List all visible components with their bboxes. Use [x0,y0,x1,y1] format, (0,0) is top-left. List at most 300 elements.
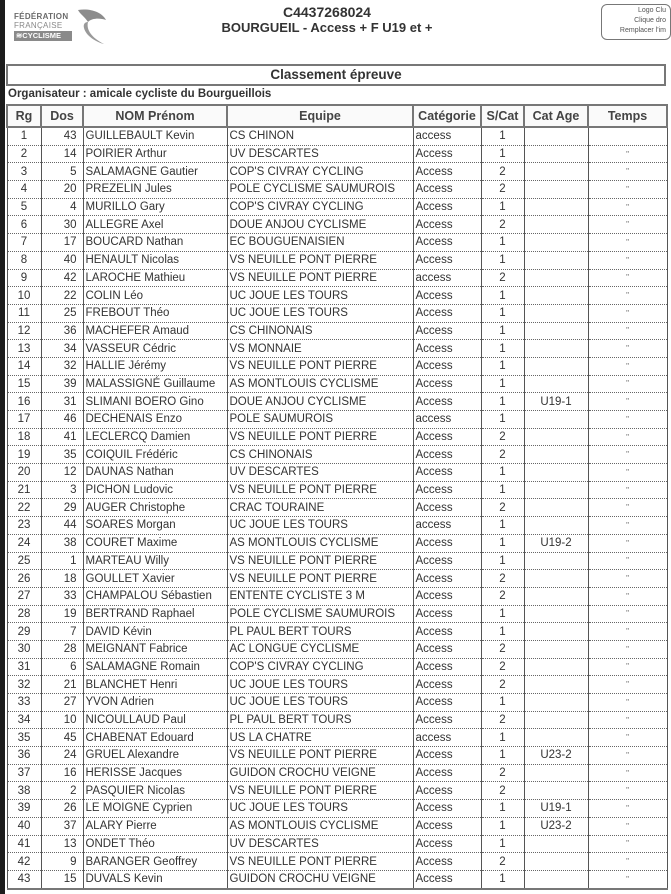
team-cell: UC JOUE LES TOURS [227,304,413,322]
time-cell: " [588,287,667,305]
category-cell: Access [413,322,481,340]
category-cell: Access [413,393,481,411]
name-cell: SOARES Morgan [83,517,227,535]
bib-cell: 24 [41,747,83,765]
table-row [7,640,667,658]
age-category-cell [524,163,588,181]
rank-cell: 31 [7,658,41,676]
age-category-cell [524,782,588,800]
category-cell: access [413,269,481,287]
bib-cell: 33 [41,587,83,605]
category-cell: Access [413,835,481,853]
subcategory-cell: 2 [481,587,524,605]
time-cell: " [588,640,667,658]
name-cell: HALLIE Jérémy [83,357,227,375]
time-cell: " [588,198,667,216]
category-cell: Access [413,711,481,729]
category-cell: Access [413,587,481,605]
bib-cell: 39 [41,375,83,393]
category-cell: access [413,729,481,747]
age-category-cell: U19-2 [524,534,588,552]
age-category-cell [524,870,588,888]
table-row [7,446,667,464]
rank-cell: 18 [7,428,41,446]
table-row [7,853,667,871]
team-cell: POLE CYCLISME SAUMUROIS [227,181,413,199]
team-cell: POLE CYCLISME SAUMUROIS [227,605,413,623]
team-cell: VS NEUILLE PONT PIERRE [227,428,413,446]
team-cell: POLE SAUMUROIS [227,411,413,429]
table-row [7,251,667,269]
age-category-cell [524,198,588,216]
category-cell: access [413,411,481,429]
bib-cell: 16 [41,764,83,782]
event-code: C4437268024 [283,4,371,20]
age-category-cell: U19-1 [524,393,588,411]
age-category-cell: U19-1 [524,800,588,818]
age-category-cell [524,605,588,623]
time-cell: " [588,269,667,287]
category-cell: Access [413,145,481,163]
table-row [7,694,667,712]
logo-line-federation: FÉDÉRATION [14,12,69,21]
rank-cell: 15 [7,375,41,393]
subcategory-cell: 2 [481,446,524,464]
table-row [7,711,667,729]
time-cell: " [588,729,667,747]
rank-cell: 26 [7,570,41,588]
time-cell: " [588,375,667,393]
category-cell: access [413,517,481,535]
bib-cell: 10 [41,711,83,729]
category-cell: Access [413,658,481,676]
age-category-cell [524,835,588,853]
category-cell: Access [413,782,481,800]
category-cell: Access [413,605,481,623]
column-header-rank[interactable]: Rg [7,105,41,127]
rank-cell: 32 [7,676,41,694]
column-header-name[interactable]: NOM Prénom [83,105,227,127]
time-cell: " [588,428,667,446]
time-cell: " [588,446,667,464]
age-category-cell: U23-2 [524,747,588,765]
subcategory-cell: 1 [481,552,524,570]
team-cell: AS MONTLOUIS CYCLISME [227,817,413,835]
time-cell: " [588,499,667,517]
subcategory-cell: 2 [481,269,524,287]
time-cell: " [588,304,667,322]
age-category-cell [524,269,588,287]
time-cell: " [588,216,667,234]
subcategory-cell: 2 [481,163,524,181]
team-cell: US LA CHATRE [227,729,413,747]
bib-cell: 7 [41,623,83,641]
bib-cell: 17 [41,234,83,252]
table-row [7,127,667,145]
subcategory-cell: 1 [481,623,524,641]
table-row [7,269,667,287]
rank-cell: 9 [7,269,41,287]
rank-cell: 21 [7,481,41,499]
table-row [7,623,667,641]
name-cell: BARANGER Geoffrey [83,853,227,871]
time-cell: " [588,711,667,729]
table-row [7,552,667,570]
team-cell: UC JOUE LES TOURS [227,694,413,712]
age-category-cell [524,464,588,482]
team-cell: DOUE ANJOU CYCLISME [227,216,413,234]
table-row [7,481,667,499]
team-cell: UV DESCARTES [227,835,413,853]
age-category-cell [524,287,588,305]
time-cell: " [588,800,667,818]
name-cell: BOUCARD Nathan [83,234,227,252]
category-cell: Access [413,304,481,322]
category-cell: Access [413,198,481,216]
name-cell: DAUNAS Nathan [83,464,227,482]
age-category-cell [524,694,588,712]
table-row [7,570,667,588]
bib-cell: 1 [41,552,83,570]
logo-line-francaise: FRANÇAISE [14,21,63,30]
bib-cell: 44 [41,517,83,535]
team-cell: ENTENTE CYCLISTE 3 M [227,587,413,605]
team-cell: AS MONTLOUIS CYCLISME [227,534,413,552]
name-cell: PASQUIER Nicolas [83,782,227,800]
team-cell: CS CHINON [227,127,413,145]
category-cell: Access [413,234,481,252]
subcategory-cell: 1 [481,800,524,818]
team-cell: CRAC TOURAINE [227,499,413,517]
category-cell: Access [413,163,481,181]
time-cell: " [588,853,667,871]
rank-cell: 25 [7,552,41,570]
team-cell: VS NEUILLE PONT PIERRE [227,552,413,570]
subcategory-cell: 1 [481,694,524,712]
bib-cell: 42 [41,269,83,287]
rank-cell: 2 [7,145,41,163]
bib-cell: 26 [41,800,83,818]
team-cell: EC BOUGUENAISIEN [227,234,413,252]
name-cell: FREBOUT Théo [83,304,227,322]
column-header-category[interactable]: Catégorie [413,105,481,127]
subcategory-cell: 1 [481,145,524,163]
name-cell: POIRIER Arthur [83,145,227,163]
name-cell: COIQUIL Frédéric [83,446,227,464]
rank-cell: 5 [7,198,41,216]
window-edge [0,0,5,894]
bib-cell: 14 [41,145,83,163]
table-row [7,287,667,305]
subcategory-cell: 1 [481,481,524,499]
subcategory-cell: 2 [481,181,524,199]
name-cell: YVON Adrien [83,694,227,712]
name-cell: AUGER Christophe [83,499,227,517]
name-cell: PREZELIN Jules [83,181,227,199]
age-category-cell [524,145,588,163]
category-cell: Access [413,357,481,375]
time-cell: " [588,623,667,641]
table-row [7,587,667,605]
table-row [7,605,667,623]
subcategory-cell: 1 [481,747,524,765]
table-row [7,375,667,393]
bib-cell: 4 [41,198,83,216]
table-header-row [7,105,667,127]
age-category-cell [524,623,588,641]
bib-cell: 2 [41,782,83,800]
name-cell: BERTRAND Raphael [83,605,227,623]
table-row [7,729,667,747]
time-cell: " [588,145,667,163]
table-row [7,411,667,429]
table-row [7,234,667,252]
club-logo-placeholder[interactable] [601,4,671,40]
rank-cell: 20 [7,464,41,482]
time-cell: " [588,764,667,782]
name-cell: MURILLO Gary [83,198,227,216]
time-cell: " [588,835,667,853]
column-header-bib[interactable]: Dos [41,105,83,127]
category-cell: Access [413,552,481,570]
rank-cell: 16 [7,393,41,411]
age-category-cell: U23-2 [524,817,588,835]
name-cell: CHAMPALOU Sébastien [83,587,227,605]
table-row [7,393,667,411]
team-cell: GUIDON CROCHU VEIGNE [227,764,413,782]
rank-cell: 13 [7,340,41,358]
table-row [7,499,667,517]
subcategory-cell: 1 [481,411,524,429]
rank-cell: 28 [7,605,41,623]
subcategory-cell: 2 [481,640,524,658]
rank-cell: 42 [7,853,41,871]
table-row [7,216,667,234]
team-cell: UC JOUE LES TOURS [227,287,413,305]
age-category-cell [524,640,588,658]
table-row [7,676,667,694]
time-cell: " [588,782,667,800]
club-logo-line-3: Remplacer l'im [619,27,666,34]
time-cell: " [588,534,667,552]
category-cell: Access [413,251,481,269]
age-category-cell [524,127,588,145]
subcategory-cell: 1 [481,287,524,305]
time-cell: " [588,694,667,712]
rank-cell: 10 [7,287,41,305]
name-cell: VASSEUR Cédric [83,340,227,358]
time-cell: " [588,570,667,588]
category-cell: Access [413,747,481,765]
age-category-cell [524,216,588,234]
subcategory-cell: 1 [481,817,524,835]
team-cell: VS NEUILLE PONT PIERRE [227,269,413,287]
subcategory-cell: 1 [481,729,524,747]
age-category-cell [524,587,588,605]
rank-cell: 40 [7,817,41,835]
rank-cell: 1 [7,127,41,145]
rank-cell: 11 [7,304,41,322]
category-cell: Access [413,428,481,446]
time-cell: " [588,251,667,269]
rank-cell: 19 [7,446,41,464]
bib-cell: 41 [41,428,83,446]
category-cell: Access [413,534,481,552]
rank-cell: 14 [7,357,41,375]
club-logo-line-2: Clique dro [634,17,666,24]
team-cell: VS NEUILLE PONT PIERRE [227,782,413,800]
time-cell: " [588,393,667,411]
age-category-cell [524,711,588,729]
category-cell: Access [413,446,481,464]
time-cell: " [588,605,667,623]
bib-cell: 13 [41,835,83,853]
name-cell: COURET Maxime [83,534,227,552]
age-category-cell [524,729,588,747]
subcategory-cell: 1 [481,304,524,322]
category-cell: Access [413,464,481,482]
name-cell: GOULLET Xavier [83,570,227,588]
name-cell: DAVID Kévin [83,623,227,641]
rank-cell: 41 [7,835,41,853]
organiser-label: Organisateur : amicale cycliste du Bourgueillois [8,88,272,100]
time-cell: " [588,163,667,181]
team-cell: VS MONNAIE [227,340,413,358]
category-cell: Access [413,853,481,871]
team-cell: COP'S CIVRAY CYCLING [227,198,413,216]
subcategory-cell: 1 [481,198,524,216]
rank-cell: 36 [7,747,41,765]
table-row [7,163,667,181]
time-cell: " [588,517,667,535]
team-cell: VS NEUILLE PONT PIERRE [227,747,413,765]
time-cell: " [588,340,667,358]
age-category-cell [524,428,588,446]
team-cell: VS NEUILLE PONT PIERRE [227,357,413,375]
name-cell: BLANCHET Henri [83,676,227,694]
bib-cell: 40 [41,251,83,269]
rank-cell: 22 [7,499,41,517]
name-cell: SALAMAGNE Gautier [83,163,227,181]
bib-cell: 21 [41,676,83,694]
rank-cell: 43 [7,870,41,888]
table-row [7,428,667,446]
name-cell: LE MOIGNE Cyprien [83,800,227,818]
rank-cell: 7 [7,234,41,252]
column-header-team[interactable]: Equipe [227,105,413,127]
column-header-subcategory[interactable]: S/Cat [481,105,524,127]
table-row [7,870,667,888]
bib-cell: 45 [41,729,83,747]
rank-cell: 39 [7,800,41,818]
time-cell: " [588,181,667,199]
subcategory-cell: 1 [481,393,524,411]
subcategory-cell: 1 [481,870,524,888]
category-cell: Access [413,181,481,199]
category-cell: Access [413,870,481,888]
table-row [7,817,667,835]
table-row [7,658,667,676]
bib-cell: 3 [41,481,83,499]
team-cell: CS CHINONAIS [227,322,413,340]
column-header-age-category[interactable]: Cat Age [524,105,588,127]
name-cell: DUVALS Kevin [83,870,227,888]
bib-cell: 28 [41,640,83,658]
category-cell: Access [413,375,481,393]
rank-cell: 8 [7,251,41,269]
table-row [7,517,667,535]
category-cell: Access [413,764,481,782]
results-table [6,104,668,890]
table-row [7,357,667,375]
age-category-cell [524,764,588,782]
rank-cell: 4 [7,181,41,199]
age-category-cell [524,853,588,871]
age-category-cell [524,658,588,676]
team-cell: UC JOUE LES TOURS [227,676,413,694]
age-category-cell [524,481,588,499]
rank-cell: 37 [7,764,41,782]
subcategory-cell: 2 [481,428,524,446]
table-row [7,181,667,199]
category-cell: Access [413,817,481,835]
rank-cell: 12 [7,322,41,340]
bib-cell: 38 [41,534,83,552]
name-cell: LAROCHE Mathieu [83,269,227,287]
bib-cell: 5 [41,163,83,181]
team-cell: UC JOUE LES TOURS [227,800,413,818]
name-cell: HERISSE Jacques [83,764,227,782]
rank-cell: 3 [7,163,41,181]
rank-cell: 6 [7,216,41,234]
subcategory-cell: 1 [481,464,524,482]
category-cell: Access [413,640,481,658]
table-row [7,198,667,216]
category-cell: Access [413,340,481,358]
bib-cell: 29 [41,499,83,517]
age-category-cell [524,340,588,358]
rank-cell: 38 [7,782,41,800]
time-cell: " [588,322,667,340]
subcategory-cell: 1 [481,534,524,552]
column-header-time[interactable]: Temps [588,105,667,127]
name-cell: PICHON Ludovic [83,481,227,499]
bib-cell: 15 [41,870,83,888]
table-row [7,835,667,853]
subcategory-cell: 1 [481,375,524,393]
rank-cell: 35 [7,729,41,747]
name-cell: MALASSIGNÉ Guillaume [83,375,227,393]
rank-cell: 30 [7,640,41,658]
team-cell: VS NEUILLE PONT PIERRE [227,481,413,499]
bib-cell: 27 [41,694,83,712]
time-cell: " [588,357,667,375]
table-row [7,340,667,358]
age-category-cell [524,181,588,199]
team-cell: PL PAUL BERT TOURS [227,623,413,641]
rank-cell: 17 [7,411,41,429]
table-row [7,534,667,552]
rank-cell: 34 [7,711,41,729]
bib-cell: 43 [41,127,83,145]
subcategory-cell: 2 [481,853,524,871]
subcategory-cell: 2 [481,764,524,782]
team-cell: DOUE ANJOU CYCLISME [227,393,413,411]
age-category-cell [524,517,588,535]
bib-cell: 9 [41,853,83,871]
category-cell: Access [413,570,481,588]
subcategory-cell: 1 [481,517,524,535]
